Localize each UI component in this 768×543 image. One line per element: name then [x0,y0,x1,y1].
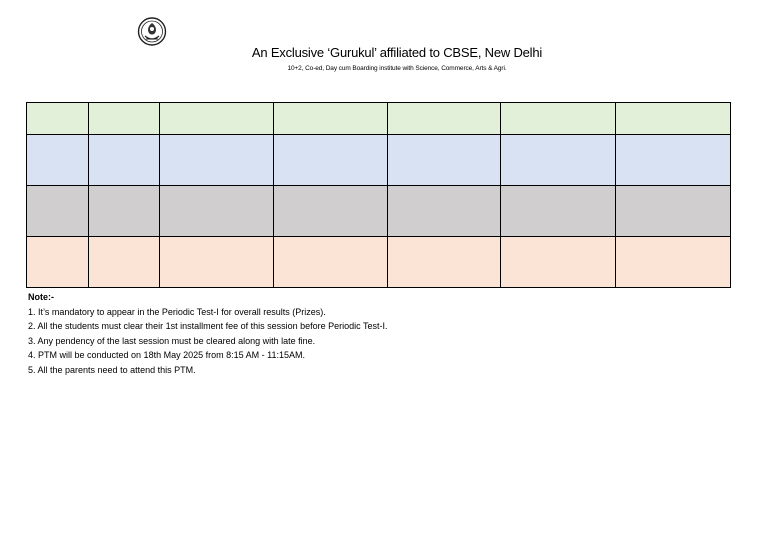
table-cell [388,135,501,186]
table-cell [160,237,274,288]
table-cell [501,237,616,288]
table-cell [616,186,731,237]
table-cell [160,135,274,186]
table-cell [501,135,616,186]
table-cell [274,237,388,288]
note-item: 1. It’s mandatory to appear in the Periodic Test-I for overall results (Prizes). [28,306,326,317]
note-item: 3. Any pendency of the last session must be cleared along with late fine. [28,335,316,346]
page-title: An Exclusive ‘Gurukul’ affiliated to CBSE, New Delhi [251,45,543,60]
table-cell [501,186,616,237]
table-cell [160,103,274,135]
table-cell [160,186,274,237]
table-cell [89,135,160,186]
table-cell [274,103,388,135]
notes-section [28,290,388,378]
table-cell [388,237,501,288]
table-cell [274,186,388,237]
table-cell [616,135,731,186]
table-row [27,237,731,288]
table-cell [27,186,89,237]
table-cell [501,103,616,135]
table-cell [89,103,160,135]
table-cell [89,186,160,237]
table-cell [89,237,160,288]
school-emblem-icon [137,16,167,47]
note-item: 4. PTM will be conducted on 18th May 2025 from 8:15 AM - 11:15AM. [28,350,305,361]
table-cell [27,135,89,186]
note-item: 5. All the parents need to attend this PTM. [28,364,196,375]
table-row [27,103,731,135]
table-cell [388,186,501,237]
table-row [27,186,731,237]
notes-heading: Note:- [28,292,54,302]
table-cell [616,103,731,135]
table-cell [27,237,89,288]
table-cell [27,103,89,135]
table-row [27,135,731,186]
table-cell [274,135,388,186]
note-item: 2. All the students must clear their 1st installment fee of this session before Periodic Test-I. [28,321,388,332]
page-subtitle: 10+2, Co-ed, Day cum Boarding institute with Science, Commerce, Arts & Agri. [287,65,507,72]
table-cell [616,237,731,288]
schedule-table [26,102,731,288]
table-cell [388,103,501,135]
